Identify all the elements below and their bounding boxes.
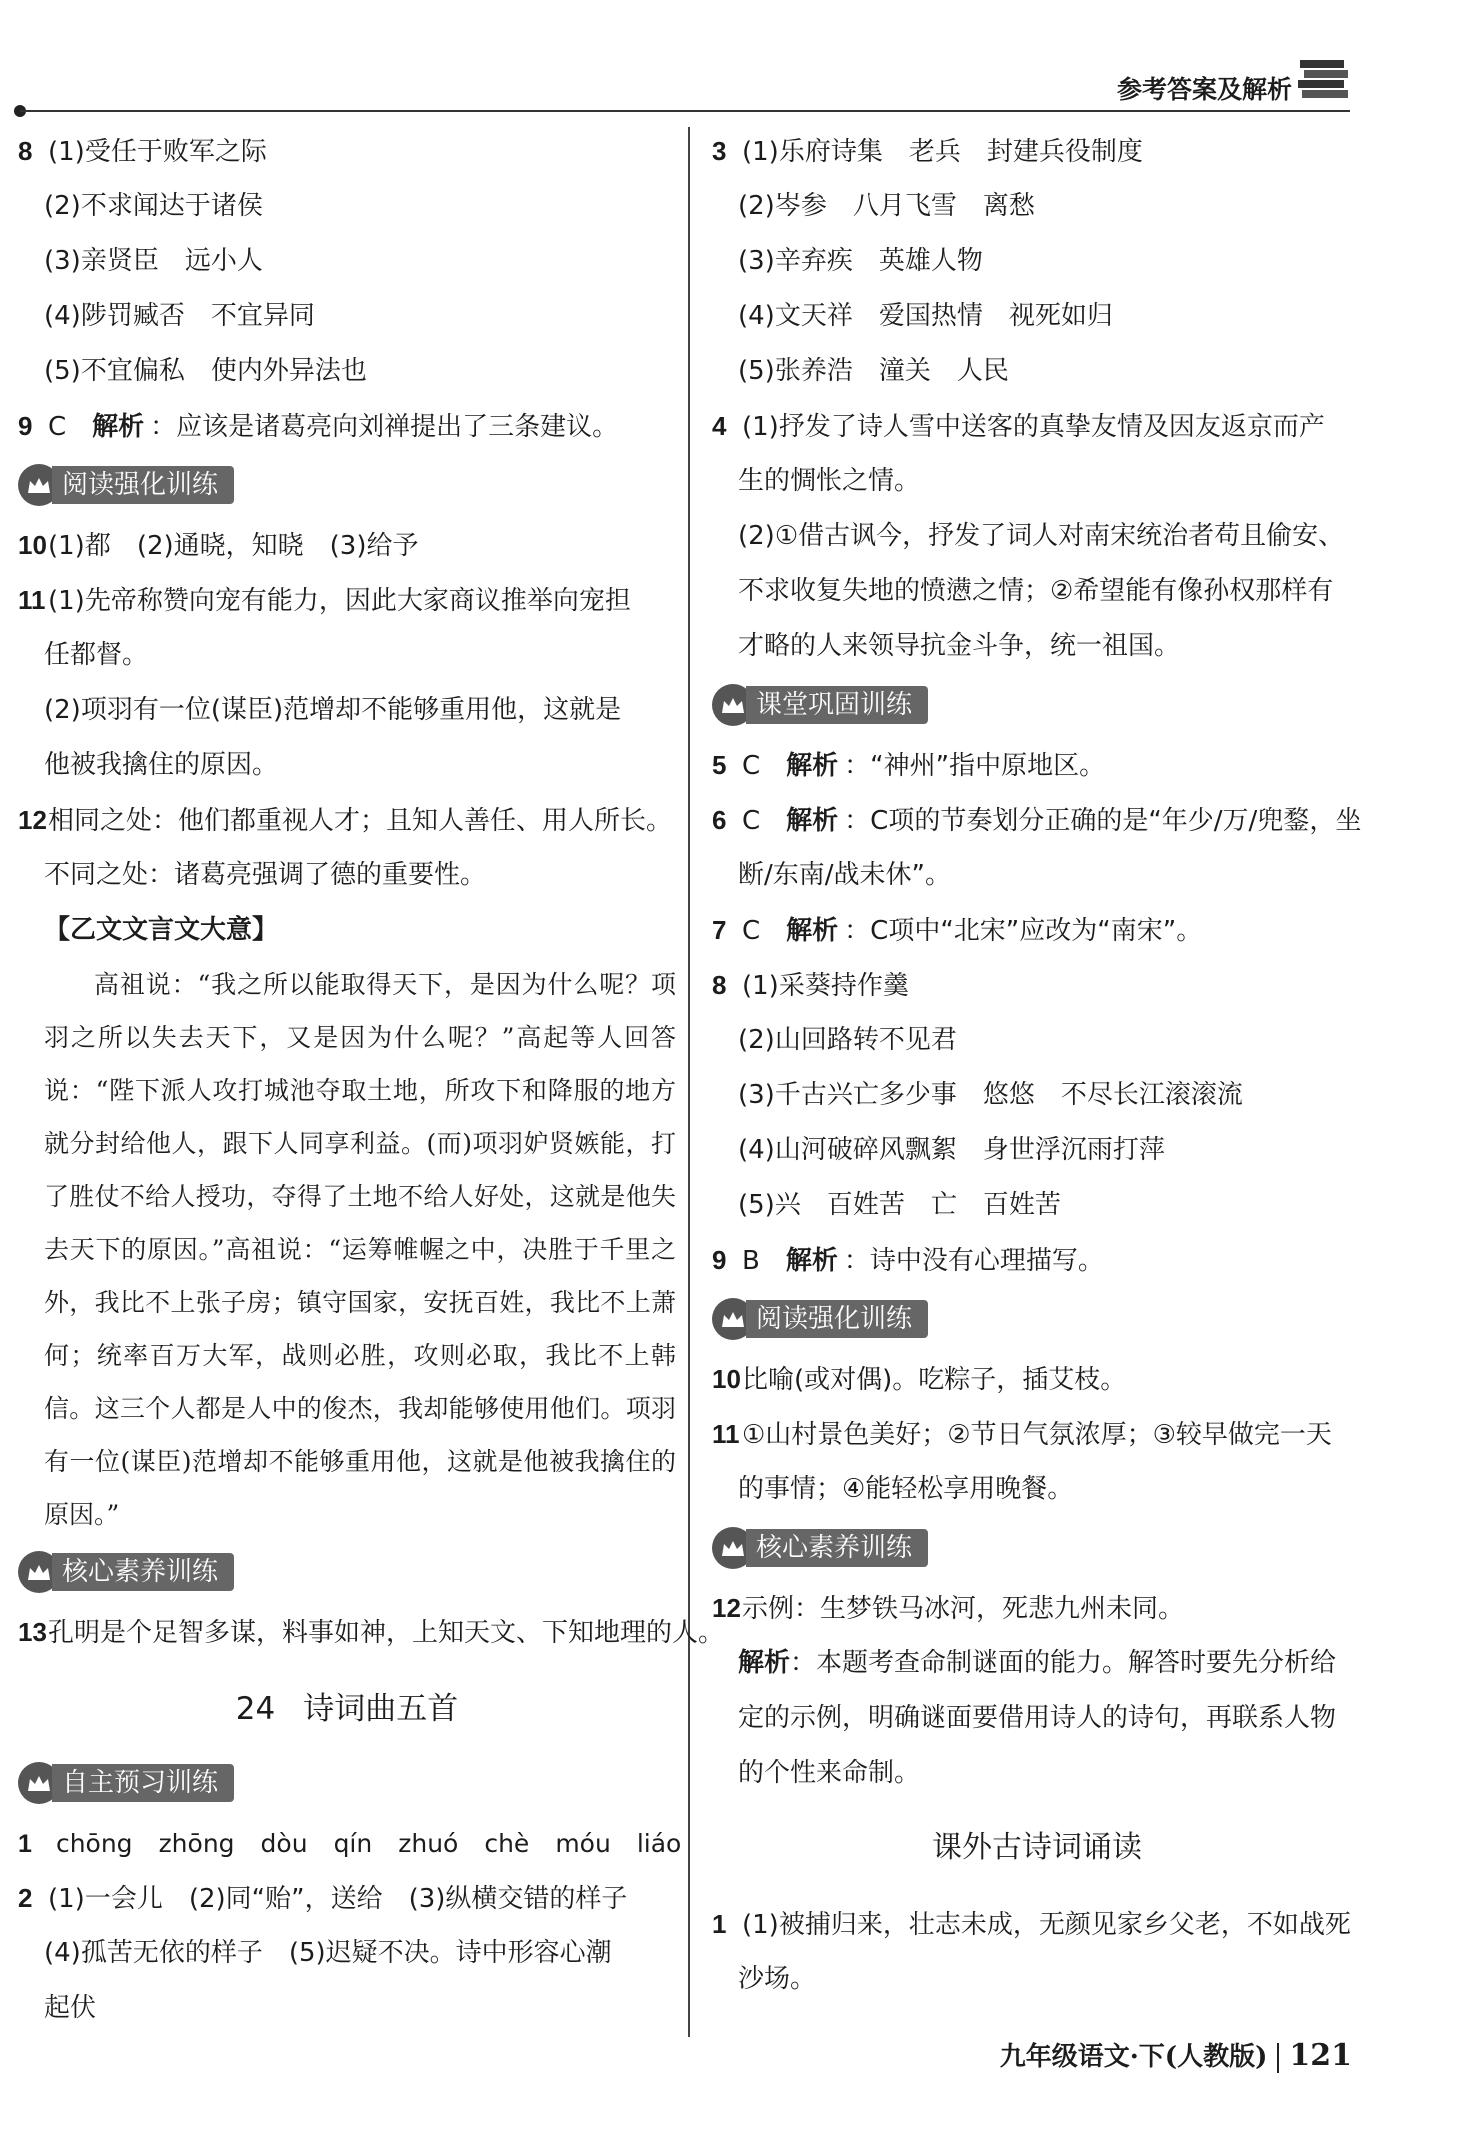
section-banner-class: 课堂巩固训练 [712, 684, 1362, 726]
answer-4: 4 (1)抒发了诗人雪中送客的真挚友情及因友返京而产 [712, 411, 1325, 442]
answer-8: 8 (1)采葵持作羹 [712, 970, 909, 1001]
answer-3-5: (5)张养浩 潼关 人民 [738, 356, 1009, 386]
right-column [712, 124, 1362, 2007]
answer-2-cont2: 起伏 [44, 1993, 97, 2023]
footer-book: 九年级语文·下(人教版) [999, 2042, 1268, 2072]
left-column [18, 124, 725, 2036]
answer-11-2: (2)项羽有一位(谋臣)范增却不能够重用他，这就是 [44, 695, 622, 725]
answer-8-3: (3)千古兴亡多少事 悠悠 不尽长江滚滚流 [738, 1080, 1243, 1110]
section-banner-core: 核心素养训练 [18, 1551, 676, 1593]
answer-1: 1 (1)被捕归来，壮志未成，无颜见家乡父老，不如战死 [712, 1909, 1351, 1940]
answer-4-cont: 生的惆怅之情。 [738, 466, 921, 496]
answer-10: 10(1)都 (2)通晓，知晓 (3)给予 [18, 530, 419, 561]
answer-8-5: (5)不宜偏私 使内外异法也 [44, 356, 367, 386]
answer-8-4: (4)陟罚臧否 不宜异同 [44, 301, 315, 331]
answer-8: 8 (1)受任于败军之际 [18, 136, 267, 167]
answer-11: 11①山村景色美好；②节日气氛浓厚；③较早做完一天 [712, 1419, 1332, 1450]
answer-3-3: (3)辛弃疾 英雄人物 [738, 246, 983, 276]
answer-11: 11(1)先帝称赞向宠有能力，因此大家商议推举向宠担 [18, 585, 631, 616]
section-banner-reading: 阅读强化训练 [18, 464, 676, 506]
column-divider [688, 127, 690, 2037]
answer-13: 13孔明是个足智多谋，料事如神，上知天文、下知地理的人。 [18, 1617, 725, 1648]
answer-1-cont: 沙场。 [738, 1964, 817, 1994]
answer-3: 3 (1)乐府诗集 老兵 封建兵役制度 [712, 136, 1143, 167]
answer-9: 9 C 解析 ：应该是诸葛亮向刘禅提出了三条建议。 [18, 411, 619, 442]
answer-2-cont: (4)孤苦无依的样子 (5)迟疑不决。诗中形容心潮 [44, 1938, 612, 1968]
answer-8-2: (2)不求闻达于诸侯 [44, 191, 263, 221]
answer-10: 10比喻(或对偶)。吃粽子，插艾枝。 [712, 1364, 1127, 1395]
answer-8-3: (3)亲贤臣 远小人 [44, 246, 263, 276]
answer-8-4: (4)山河破碎风飘絮 身世浮沉雨打萍 [738, 1135, 1165, 1165]
answer-8-5: (5)兴 百姓苦 亡 百姓苦 [738, 1190, 1061, 1220]
answer-4-2: (2)①借古讽今，抒发了词人对南宋统治者苟且偷安、 [738, 521, 1345, 551]
answer-4-2-cont2: 才略的人来领导抗金斗争，统一祖国。 [738, 631, 1181, 661]
header-title: 参考答案及解析 [1116, 75, 1292, 104]
answer-11-2-cont: 他被我擒住的原因。 [44, 750, 279, 780]
page-number: 121 [1289, 2038, 1352, 2073]
answer-12-diff: 不同之处：诸葛亮强调了德的重要性。 [44, 860, 487, 890]
answer-5: 5 C 解析 ：“神州”指中原地区。 [712, 750, 1106, 781]
answer-12: 12相同之处：他们都重视人才；且知人善任、用人所长。 [18, 805, 673, 836]
answer-12-explain-cont: 定的示例，明确谜面要借用诗人的诗句，再联系人物 [738, 1703, 1337, 1733]
answer-6-cont: 断/东南/战未休”。 [738, 860, 951, 890]
answer-2: 2 (1)一会儿 (2)同“贻”，送给 (3)纵横交错的样子 [18, 1883, 628, 1914]
answer-6: 6 C 解析 ：C项的节奏划分正确的是“年少/万/兜鍪，坐 [712, 805, 1362, 836]
answer-7: 7 C 解析 ：C项中“北宋”应改为“南宋”。 [712, 915, 1203, 946]
section-heading: 课外古诗词诵读 [932, 1830, 1142, 1865]
section-banner-preview: 自主预习训练 [18, 1762, 676, 1804]
answer-3-4: (4)文天祥 爱国热情 视死如归 [738, 301, 1113, 331]
answer-12: 12示例：生梦铁马冰河，死悲九州未同。 [712, 1593, 1185, 1624]
answer-1-pinyin: 1 chōng zhōng dòu qín zhuó chè móu liáo [18, 1829, 682, 1858]
footer [1000, 2036, 1352, 2073]
answer-11-cont: 任都督。 [44, 640, 149, 670]
books-icon [1296, 56, 1352, 106]
answer-8-2: (2)山回路转不见君 [738, 1025, 957, 1055]
section-banner-core: 核心素养训练 [712, 1527, 1362, 1569]
lesson-title: 24 诗词曲五首 [235, 1691, 459, 1727]
yi-text-title: 【乙文文言文大意】 [44, 915, 279, 945]
answer-11-cont: 的事情；④能轻松享用晚餐。 [738, 1474, 1074, 1504]
section-banner-reading: 阅读强化训练 [712, 1298, 1362, 1340]
yi-text-translation: 高祖说：“我之所以能取得天下，是因为什么呢？项羽之所以失去天下，又是因为什么呢？”高起等人回答说：“陛下派人攻打城池夺取土地，所攻下和降服的地方就分封给他人，跟下人同享利益。(而)项羽妒贤嫉能，打了胜仗不给人授功，夺得了土地不给人好处，这就是他失去天下的原因。”高祖说：“运筹帷幄之中，决胜于千里之外，我比不上张子房；镇守国家，安抚百姓，我比不上萧何；统率百万大军，战则必胜，攻则必取，我比不上韩信。这三个人都是人中的俊杰，我却能够使用他们。项羽有一位(谋臣)范增却不能够重用他，这就是他被我擒住的原因。” [44, 970, 676, 1529]
answer-12-explain-cont2: 的个性来命制。 [738, 1758, 921, 1788]
answer-9: 9 B 解析 ：诗中没有心理描写。 [712, 1245, 1104, 1276]
header-rule [20, 110, 1350, 112]
answer-3-2: (2)岑参 八月飞雪 离愁 [738, 191, 1035, 221]
answer-12-explain: 解析：本题考查命制谜面的能力。解答时要先分析给 [738, 1648, 1337, 1678]
answer-4-2-cont: 不求收复失地的愤懑之情；②希望能有像孙权那样有 [738, 576, 1334, 606]
